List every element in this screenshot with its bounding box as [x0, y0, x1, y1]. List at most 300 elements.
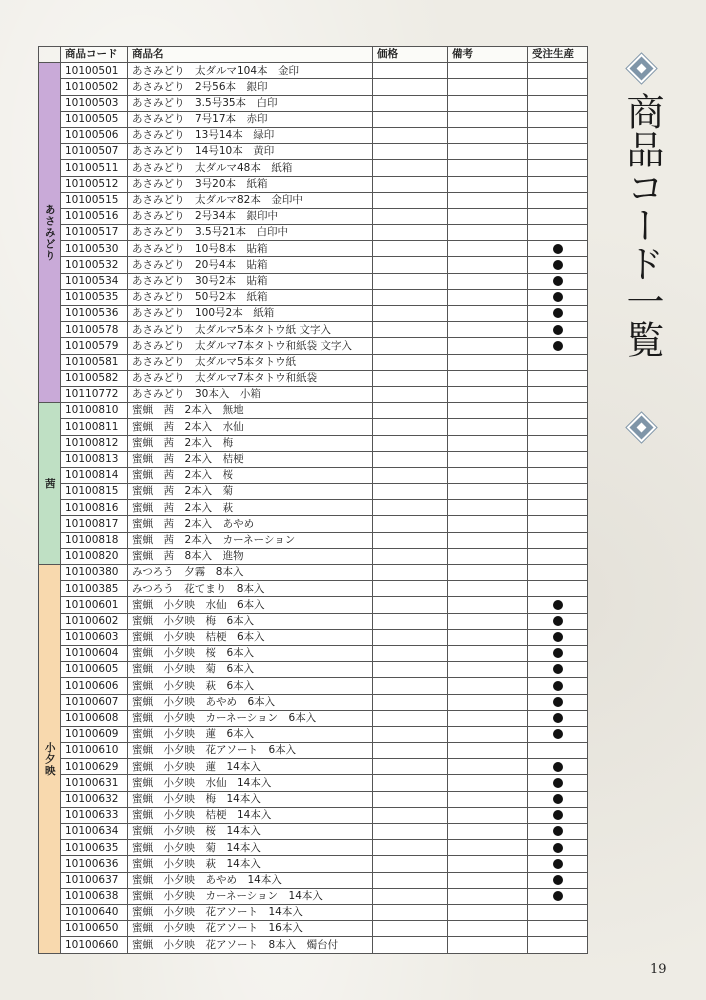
filled-circle-icon — [553, 616, 563, 626]
product-name-cell: 蜜蝋 茜 2本入 桔梗 — [128, 451, 373, 467]
remarks-cell — [448, 241, 528, 257]
price-cell — [373, 208, 448, 224]
table-row — [39, 467, 588, 483]
table-row — [39, 111, 588, 127]
remarks-cell — [448, 306, 528, 322]
remarks-cell — [448, 208, 528, 224]
table-row — [39, 921, 588, 937]
remarks-cell — [448, 888, 528, 904]
product-name-cell: 蜜蝋 小夕映 萩 14本入 — [128, 856, 373, 872]
remarks-cell — [448, 532, 528, 548]
product-code-cell: 10100812 — [61, 435, 128, 451]
product-code-cell: 10100505 — [61, 111, 128, 127]
filled-circle-icon — [553, 762, 563, 772]
product-name-cell: 蜜蝋 小夕映 桔梗 6本入 — [128, 629, 373, 645]
price-cell — [373, 144, 448, 160]
made-to-order-cell — [528, 581, 588, 597]
product-name-cell: 蜜蝋 茜 2本入 あやめ — [128, 516, 373, 532]
header-remarks: 備考 — [448, 47, 528, 63]
filled-circle-icon — [553, 341, 563, 351]
product-code-cell: 10100603 — [61, 629, 128, 645]
filled-circle-icon — [553, 826, 563, 836]
product-name-cell: 蜜蝋 小夕映 あやめ 6本入 — [128, 694, 373, 710]
price-cell — [373, 111, 448, 127]
made-to-order-cell — [528, 95, 588, 111]
made-to-order-cell — [528, 743, 588, 759]
made-to-order-cell — [528, 500, 588, 516]
price-cell — [373, 419, 448, 435]
made-to-order-cell — [528, 824, 588, 840]
product-code-cell: 10100634 — [61, 824, 128, 840]
price-cell — [373, 289, 448, 305]
product-code-cell: 10100818 — [61, 532, 128, 548]
made-to-order-cell — [528, 662, 588, 678]
product-code-cell: 10100503 — [61, 95, 128, 111]
product-code-cell: 10100604 — [61, 645, 128, 661]
remarks-cell — [448, 597, 528, 613]
table-row — [39, 386, 588, 402]
made-to-order-cell — [528, 775, 588, 791]
filled-circle-icon — [553, 891, 563, 901]
product-code-cell: 10100380 — [61, 565, 128, 581]
made-to-order-cell — [528, 484, 588, 500]
made-to-order-cell — [528, 613, 588, 629]
table-row — [39, 322, 588, 338]
product-code-cell: 10100629 — [61, 759, 128, 775]
remarks-cell — [448, 322, 528, 338]
table-row — [39, 743, 588, 759]
price-cell — [373, 176, 448, 192]
product-code-cell: 10100536 — [61, 306, 128, 322]
made-to-order-cell — [528, 467, 588, 483]
made-to-order-cell — [528, 791, 588, 807]
table-row — [39, 759, 588, 775]
remarks-cell — [448, 192, 528, 208]
price-cell — [373, 710, 448, 726]
price-cell — [373, 581, 448, 597]
remarks-cell — [448, 451, 528, 467]
table-row — [39, 726, 588, 742]
table-row — [39, 257, 588, 273]
product-name-cell: 蜜蝋 小夕映 カーネーション 6本入 — [128, 710, 373, 726]
remarks-cell — [448, 662, 528, 678]
filled-circle-icon — [553, 260, 563, 270]
made-to-order-cell — [528, 225, 588, 241]
price-cell — [373, 63, 448, 79]
made-to-order-cell — [528, 888, 588, 904]
filled-circle-icon — [553, 713, 563, 723]
product-name-cell: あさみどり 50号2本 紙箱 — [128, 289, 373, 305]
filled-circle-icon — [553, 292, 563, 302]
product-code-table — [38, 46, 588, 954]
table-row — [39, 904, 588, 920]
remarks-cell — [448, 645, 528, 661]
product-name-cell: 蜜蝋 小夕映 菊 14本入 — [128, 840, 373, 856]
made-to-order-cell — [528, 937, 588, 953]
product-code-cell: 10100501 — [61, 63, 128, 79]
product-name-cell: あさみどり 太ダルマ7本タトウ和紙袋 文字入 — [128, 338, 373, 354]
price-cell — [373, 775, 448, 791]
price-cell — [373, 921, 448, 937]
product-name-cell: 蜜蝋 小夕映 桜 6本入 — [128, 645, 373, 661]
price-cell — [373, 565, 448, 581]
filled-circle-icon — [553, 794, 563, 804]
made-to-order-cell — [528, 694, 588, 710]
product-name-cell: あさみどり 2号34本 銀印中 — [128, 208, 373, 224]
remarks-cell — [448, 872, 528, 888]
price-cell — [373, 694, 448, 710]
filled-circle-icon — [553, 843, 563, 853]
product-code-cell: 10100631 — [61, 775, 128, 791]
product-name-cell: あさみどり 7号17本 赤印 — [128, 111, 373, 127]
made-to-order-cell — [528, 273, 588, 289]
made-to-order-cell — [528, 645, 588, 661]
remarks-cell — [448, 79, 528, 95]
price-cell — [373, 678, 448, 694]
product-name-cell: 蜜蝋 小夕映 花アソート 16本入 — [128, 921, 373, 937]
product-code-cell: 10100820 — [61, 548, 128, 564]
product-code-cell: 10100810 — [61, 403, 128, 419]
price-cell — [373, 937, 448, 953]
product-code-cell: 10100535 — [61, 289, 128, 305]
product-code-cell: 10100517 — [61, 225, 128, 241]
table-row — [39, 629, 588, 645]
product-code-cell: 10100633 — [61, 807, 128, 823]
table-row — [39, 694, 588, 710]
made-to-order-cell — [528, 807, 588, 823]
table-row — [39, 370, 588, 386]
table-row — [39, 856, 588, 872]
table-row — [39, 127, 588, 143]
product-name-cell: 蜜蝋 小夕映 桜 14本入 — [128, 824, 373, 840]
product-code-cell: 10100532 — [61, 257, 128, 273]
product-code-cell: 10100635 — [61, 840, 128, 856]
remarks-cell — [448, 629, 528, 645]
table-row — [39, 565, 588, 581]
price-cell — [373, 532, 448, 548]
price-cell — [373, 160, 448, 176]
remarks-cell — [448, 726, 528, 742]
made-to-order-cell — [528, 386, 588, 402]
product-name-cell: 蜜蝋 小夕映 菊 6本入 — [128, 662, 373, 678]
product-name-cell: 蜜蝋 小夕映 あやめ 14本入 — [128, 872, 373, 888]
remarks-cell — [448, 840, 528, 856]
made-to-order-cell — [528, 451, 588, 467]
header-price: 価格 — [373, 47, 448, 63]
product-name-cell: あさみどり 太ダルマ5本タトウ紙 — [128, 354, 373, 370]
product-name-cell: あさみどり 2号56本 銀印 — [128, 79, 373, 95]
made-to-order-cell — [528, 306, 588, 322]
product-code-cell: 10100601 — [61, 597, 128, 613]
price-cell — [373, 824, 448, 840]
remarks-cell — [448, 678, 528, 694]
product-name-cell: あさみどり 太ダルマ7本タトウ和紙袋 — [128, 370, 373, 386]
product-code-cell: 10100816 — [61, 500, 128, 516]
filled-circle-icon — [553, 325, 563, 335]
product-name-cell: 蜜蝋 茜 2本入 桜 — [128, 467, 373, 483]
remarks-cell — [448, 807, 528, 823]
product-name-cell: 蜜蝋 小夕映 カーネーション 14本入 — [128, 888, 373, 904]
made-to-order-cell — [528, 856, 588, 872]
table-row — [39, 807, 588, 823]
table-row — [39, 484, 588, 500]
remarks-cell — [448, 548, 528, 564]
made-to-order-cell — [528, 597, 588, 613]
product-code-cell: 10100534 — [61, 273, 128, 289]
table-row — [39, 144, 588, 160]
table-row — [39, 516, 588, 532]
remarks-cell — [448, 710, 528, 726]
price-cell — [373, 516, 448, 532]
filled-circle-icon — [553, 859, 563, 869]
made-to-order-cell — [528, 872, 588, 888]
product-name-cell: 蜜蝋 茜 2本入 カーネーション — [128, 532, 373, 548]
made-to-order-cell — [528, 338, 588, 354]
table-row — [39, 289, 588, 305]
made-to-order-cell — [528, 63, 588, 79]
price-cell — [373, 192, 448, 208]
table-row — [39, 241, 588, 257]
product-code-cell: 10100640 — [61, 904, 128, 920]
filled-circle-icon — [553, 308, 563, 318]
product-code-cell: 10100637 — [61, 872, 128, 888]
table-row — [39, 597, 588, 613]
price-cell — [373, 467, 448, 483]
product-name-cell: あさみどり 14号10本 黄印 — [128, 144, 373, 160]
price-cell — [373, 726, 448, 742]
product-code-cell: 10100581 — [61, 354, 128, 370]
product-code-cell: 10100578 — [61, 322, 128, 338]
remarks-cell — [448, 289, 528, 305]
table-row — [39, 824, 588, 840]
filled-circle-icon — [553, 697, 563, 707]
remarks-cell — [448, 500, 528, 516]
group-label: 小夕映 — [39, 565, 61, 954]
side-title: 商品コード一覧 — [620, 92, 664, 358]
product-code-cell: 10100610 — [61, 743, 128, 759]
price-cell — [373, 273, 448, 289]
remarks-cell — [448, 581, 528, 597]
made-to-order-cell — [528, 726, 588, 742]
price-cell — [373, 435, 448, 451]
price-cell — [373, 597, 448, 613]
table-row — [39, 500, 588, 516]
product-code-cell: 10100502 — [61, 79, 128, 95]
remarks-cell — [448, 419, 528, 435]
made-to-order-cell — [528, 532, 588, 548]
table-row — [39, 225, 588, 241]
remarks-cell — [448, 144, 528, 160]
table-row — [39, 791, 588, 807]
table-row — [39, 775, 588, 791]
product-code-cell: 10100605 — [61, 662, 128, 678]
made-to-order-cell — [528, 840, 588, 856]
price-cell — [373, 225, 448, 241]
made-to-order-cell — [528, 289, 588, 305]
group-label: 茜 — [39, 403, 61, 565]
made-to-order-cell — [528, 176, 588, 192]
made-to-order-cell — [528, 257, 588, 273]
product-name-cell: 蜜蝋 茜 8本入 進物 — [128, 548, 373, 564]
product-code-cell: 10100608 — [61, 710, 128, 726]
filled-circle-icon — [553, 729, 563, 739]
price-cell — [373, 306, 448, 322]
remarks-cell — [448, 225, 528, 241]
filled-circle-icon — [553, 875, 563, 885]
price-cell — [373, 484, 448, 500]
table-row — [39, 160, 588, 176]
product-name-cell: あさみどり 太ダルマ104本 金印 — [128, 63, 373, 79]
price-cell — [373, 645, 448, 661]
product-code-cell: 10100636 — [61, 856, 128, 872]
product-code-cell: 10100385 — [61, 581, 128, 597]
product-code-cell: 10100606 — [61, 678, 128, 694]
remarks-cell — [448, 95, 528, 111]
product-name-cell: 蜜蝋 小夕映 水仙 6本入 — [128, 597, 373, 613]
remarks-cell — [448, 386, 528, 402]
header-corner — [39, 47, 61, 63]
product-code-cell: 10100632 — [61, 791, 128, 807]
price-cell — [373, 241, 448, 257]
made-to-order-cell — [528, 516, 588, 532]
remarks-cell — [448, 694, 528, 710]
product-name-cell: 蜜蝋 小夕映 蓮 6本入 — [128, 726, 373, 742]
table-row — [39, 451, 588, 467]
filled-circle-icon — [553, 681, 563, 691]
product-name-cell: 蜜蝋 小夕映 梅 6本入 — [128, 613, 373, 629]
filled-circle-icon — [553, 276, 563, 286]
price-cell — [373, 872, 448, 888]
price-cell — [373, 759, 448, 775]
made-to-order-cell — [528, 127, 588, 143]
price-cell — [373, 613, 448, 629]
remarks-cell — [448, 516, 528, 532]
table-row — [39, 354, 588, 370]
made-to-order-cell — [528, 144, 588, 160]
remarks-cell — [448, 484, 528, 500]
group-label: あさみどり — [39, 63, 61, 403]
remarks-cell — [448, 354, 528, 370]
made-to-order-cell — [528, 160, 588, 176]
remarks-cell — [448, 370, 528, 386]
remarks-cell — [448, 63, 528, 79]
product-code-cell: 10100579 — [61, 338, 128, 354]
made-to-order-cell — [528, 208, 588, 224]
product-code-cell: 10100813 — [61, 451, 128, 467]
page-number: 19 — [650, 962, 667, 977]
made-to-order-cell — [528, 565, 588, 581]
product-name-cell: 蜜蝋 茜 2本入 水仙 — [128, 419, 373, 435]
product-code-cell: 10100814 — [61, 467, 128, 483]
made-to-order-cell — [528, 192, 588, 208]
price-cell — [373, 127, 448, 143]
remarks-cell — [448, 160, 528, 176]
product-code-cell: 10100506 — [61, 127, 128, 143]
remarks-cell — [448, 937, 528, 953]
table-row — [39, 79, 588, 95]
price-cell — [373, 338, 448, 354]
product-code-cell: 10100507 — [61, 144, 128, 160]
table-row — [39, 306, 588, 322]
price-cell — [373, 548, 448, 564]
product-code-cell: 10100582 — [61, 370, 128, 386]
header-code: 商品コード — [61, 47, 128, 63]
remarks-cell — [448, 273, 528, 289]
remarks-cell — [448, 904, 528, 920]
table-row — [39, 662, 588, 678]
product-name-cell: みつろう 夕霧 8本入 — [128, 565, 373, 581]
product-code-cell: 10100815 — [61, 484, 128, 500]
price-cell — [373, 322, 448, 338]
remarks-cell — [448, 743, 528, 759]
price-cell — [373, 354, 448, 370]
price-cell — [373, 451, 448, 467]
table-row — [39, 613, 588, 629]
price-cell — [373, 807, 448, 823]
product-code-cell: 10100638 — [61, 888, 128, 904]
table-row — [39, 937, 588, 953]
product-name-cell: 蜜蝋 小夕映 花アソート 14本入 — [128, 904, 373, 920]
table-row — [39, 176, 588, 192]
table-row — [39, 645, 588, 661]
product-code-cell: 10100515 — [61, 192, 128, 208]
price-cell — [373, 403, 448, 419]
table-row — [39, 678, 588, 694]
price-cell — [373, 629, 448, 645]
price-cell — [373, 888, 448, 904]
product-name-cell: 蜜蝋 小夕映 花アソート 8本入 燭台付 — [128, 937, 373, 953]
table-row — [39, 403, 588, 419]
remarks-cell — [448, 613, 528, 629]
made-to-order-cell — [528, 548, 588, 564]
product-code-cell: 10100530 — [61, 241, 128, 257]
product-name-cell: あさみどり 100号2本 紙箱 — [128, 306, 373, 322]
remarks-cell — [448, 257, 528, 273]
product-name-cell: 蜜蝋 茜 2本入 無地 — [128, 403, 373, 419]
made-to-order-cell — [528, 419, 588, 435]
remarks-cell — [448, 565, 528, 581]
price-cell — [373, 370, 448, 386]
made-to-order-cell — [528, 678, 588, 694]
made-to-order-cell — [528, 79, 588, 95]
product-name-cell: 蜜蝋 小夕映 梅 14本入 — [128, 791, 373, 807]
made-to-order-cell — [528, 921, 588, 937]
price-cell — [373, 791, 448, 807]
product-name-cell: あさみどり 太ダルマ82本 金印中 — [128, 192, 373, 208]
price-cell — [373, 95, 448, 111]
filled-circle-icon — [553, 244, 563, 254]
filled-circle-icon — [553, 648, 563, 658]
product-name-cell: 蜜蝋 小夕映 萩 6本入 — [128, 678, 373, 694]
product-code-cell: 10100811 — [61, 419, 128, 435]
price-cell — [373, 856, 448, 872]
product-name-cell: あさみどり 3.5号21本 白印中 — [128, 225, 373, 241]
remarks-cell — [448, 824, 528, 840]
table-row — [39, 273, 588, 289]
price-cell — [373, 904, 448, 920]
made-to-order-cell — [528, 354, 588, 370]
table-row — [39, 710, 588, 726]
table-row — [39, 435, 588, 451]
product-name-cell: 蜜蝋 茜 2本入 梅 — [128, 435, 373, 451]
made-to-order-cell — [528, 241, 588, 257]
table-row — [39, 192, 588, 208]
table-header-row — [39, 47, 588, 63]
table-row — [39, 208, 588, 224]
made-to-order-cell — [528, 111, 588, 127]
product-code-cell: 10110772 — [61, 386, 128, 402]
product-name-cell: あさみどり 30号2本 貼箱 — [128, 273, 373, 289]
